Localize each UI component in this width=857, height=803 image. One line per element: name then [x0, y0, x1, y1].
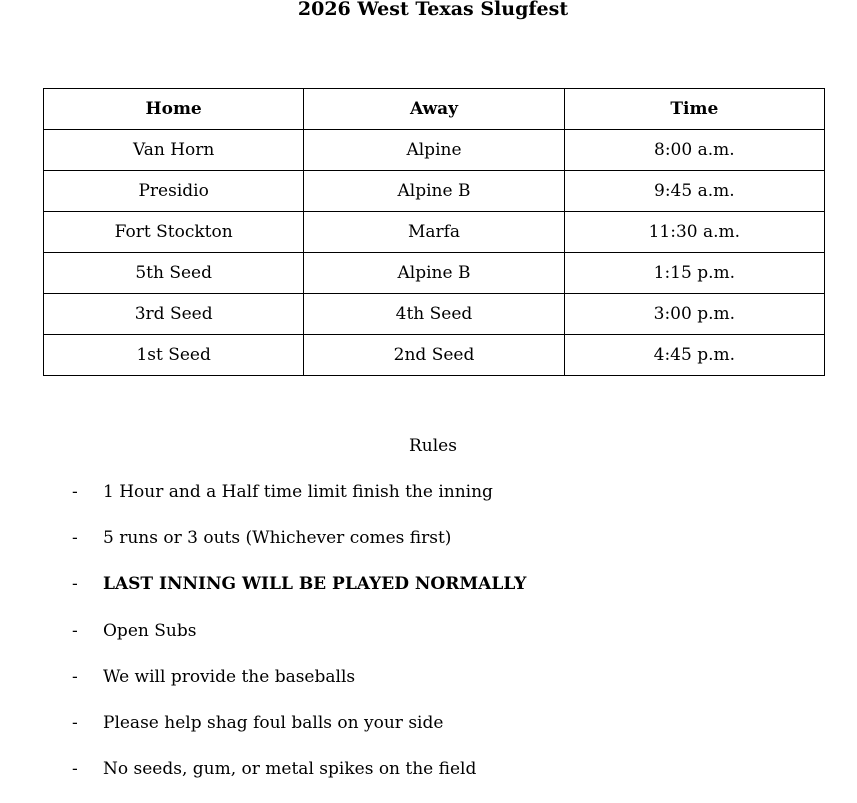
rule-text: Please help shag foul balls on your side	[103, 712, 444, 733]
table-row	[44, 212, 825, 253]
home-team-cell: Van Horn	[44, 130, 304, 171]
dash-bullet: -	[72, 482, 78, 502]
game-time-cell: 4:45 p.m.	[564, 335, 824, 376]
list-item	[72, 757, 832, 803]
game-time-cell: 3:00 p.m.	[564, 294, 824, 335]
dash-bullet: -	[72, 712, 78, 733]
away-team-cell: Marfa	[304, 212, 564, 253]
list-item	[72, 572, 832, 618]
away-team-cell: Alpine B	[304, 253, 564, 294]
table-row	[44, 335, 825, 376]
table-row	[44, 253, 825, 294]
column-header-home: Home	[44, 89, 304, 130]
home-team-cell: 3rd Seed	[44, 294, 304, 335]
game-time-cell: 11:30 a.m.	[564, 212, 824, 253]
home-team-cell: 1st Seed	[44, 335, 304, 376]
rule-text: 1 Hour and a Half time limit finish the inning	[103, 482, 493, 502]
dash-bullet: -	[72, 666, 78, 687]
dash-bullet: -	[72, 759, 78, 780]
dash-bullet: -	[72, 528, 78, 549]
dash-bullet: -	[72, 574, 78, 595]
home-team-cell: 5th Seed	[44, 253, 304, 294]
away-team-cell: Alpine B	[304, 171, 564, 212]
game-time-cell: 9:45 a.m.	[564, 171, 824, 212]
away-team-cell: Alpine	[304, 130, 564, 171]
schedule-table	[43, 88, 825, 376]
column-header-away: Away	[304, 89, 564, 130]
column-header-time: Time	[564, 89, 824, 130]
rule-text-emphasized: LAST INNING WILL BE PLAYED NORMALLY	[103, 574, 527, 595]
game-time-cell: 1:15 p.m.	[564, 253, 824, 294]
document-title: 2026 West Texas Slugfest	[297, 0, 569, 20]
list-item	[72, 480, 832, 526]
list-item	[72, 526, 832, 572]
rule-text: No seeds, gum, or metal spikes on the field	[103, 759, 477, 780]
home-team-cell: Fort Stockton	[44, 212, 304, 253]
rules-heading: Rules	[409, 436, 457, 456]
away-team-cell: 2nd Seed	[304, 335, 564, 376]
list-item	[72, 619, 832, 665]
rules-list	[72, 480, 832, 803]
table-row	[44, 130, 825, 171]
rule-text: We will provide the baseballs	[103, 666, 356, 687]
rule-text: Open Subs	[103, 620, 197, 641]
home-team-cell: Presidio	[44, 171, 304, 212]
dash-bullet: -	[72, 620, 78, 641]
list-item	[72, 711, 832, 757]
game-time-cell: 8:00 a.m.	[564, 130, 824, 171]
list-item	[72, 665, 832, 711]
table-row	[44, 171, 825, 212]
table-header-row	[44, 89, 825, 130]
away-team-cell: 4th Seed	[304, 294, 564, 335]
rule-text: 5 runs or 3 outs (Whichever comes first)	[103, 528, 452, 549]
table-row	[44, 294, 825, 335]
